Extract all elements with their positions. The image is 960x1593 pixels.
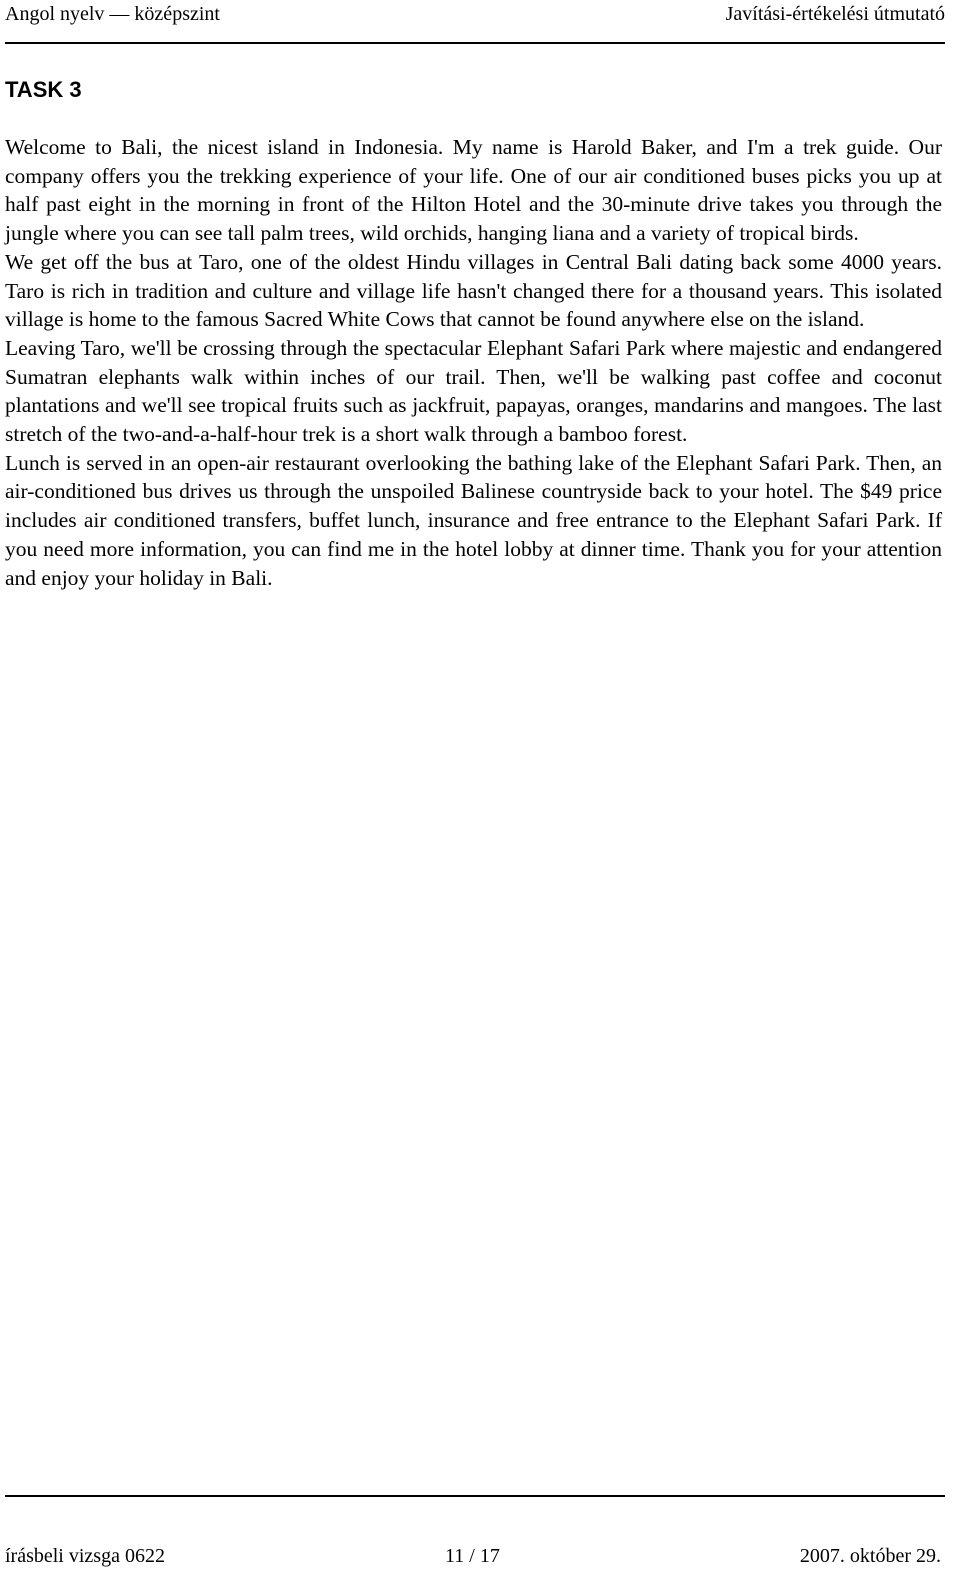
page-footer xyxy=(5,1495,945,1593)
footer-page-number: 11 / 17 xyxy=(445,1545,500,1567)
header-subject: Angol nyelv — középszint xyxy=(5,3,220,25)
paragraph-safari-park: Leaving Taro, we'll be crossing through the spectacular Elephant Safari Park where majestic and endangered Sumatran elephants walk within inches of our trail. Then, we'll be walking past coffee and coconut plantations and we'll see tropical fruits such as jackfruit, papayas, oranges, mandarins and mangoes. The last stretch of the two-and-a-half-hour trek is a short walk through a bamboo forest. xyxy=(5,335,942,447)
footer-exam-code: írásbeli vizsga 0622 xyxy=(5,1545,165,1567)
page-header xyxy=(5,0,945,44)
header-document-type: Javítási-értékelési útmutató xyxy=(725,3,945,25)
paragraph-taro: We get off the bus at Taro, one of the oldest Hindu villages in Central Bali dating back some 4000 years. Taro is rich in tradition and culture and village life hasn't changed there for a thousand years. This isolated village is home to the famous Sacred White Cows that cannot be found anywhere else on the island. xyxy=(5,249,942,332)
transcript-body xyxy=(5,133,942,592)
paragraph-welcome: Welcome to Bali, the nicest island in Indonesia. My name is Harold Baker, and I'm a trek guide. Our company offers you the trekking experience of your life. One of our air conditioned buses picks you up at half past eight in the morning in front of the Hilton Hotel and the 30-minute drive takes you through the jungle where you can see tall palm trees, wild orchids, hanging liana and a variety of tropical birds. xyxy=(5,135,942,246)
footer-date: 2007. október 29. xyxy=(799,1545,941,1567)
paragraph-lunch: Lunch is served in an open-air restaurant overlooking the bathing lake of the Elephant Safari Park. Then, an air-conditioned bus drives us through the unspoiled Balinese countryside back to your hotel. The $49 price includes air conditioned transfers, buffet lunch, insurance and free entrance to the Elephant Safari Park. If you need more information, you can find me in the hotel lobby at dinner time. Thank you for your attention and enjoy your holiday in Bali. xyxy=(5,450,942,590)
task-title: TASK 3 xyxy=(5,77,82,102)
